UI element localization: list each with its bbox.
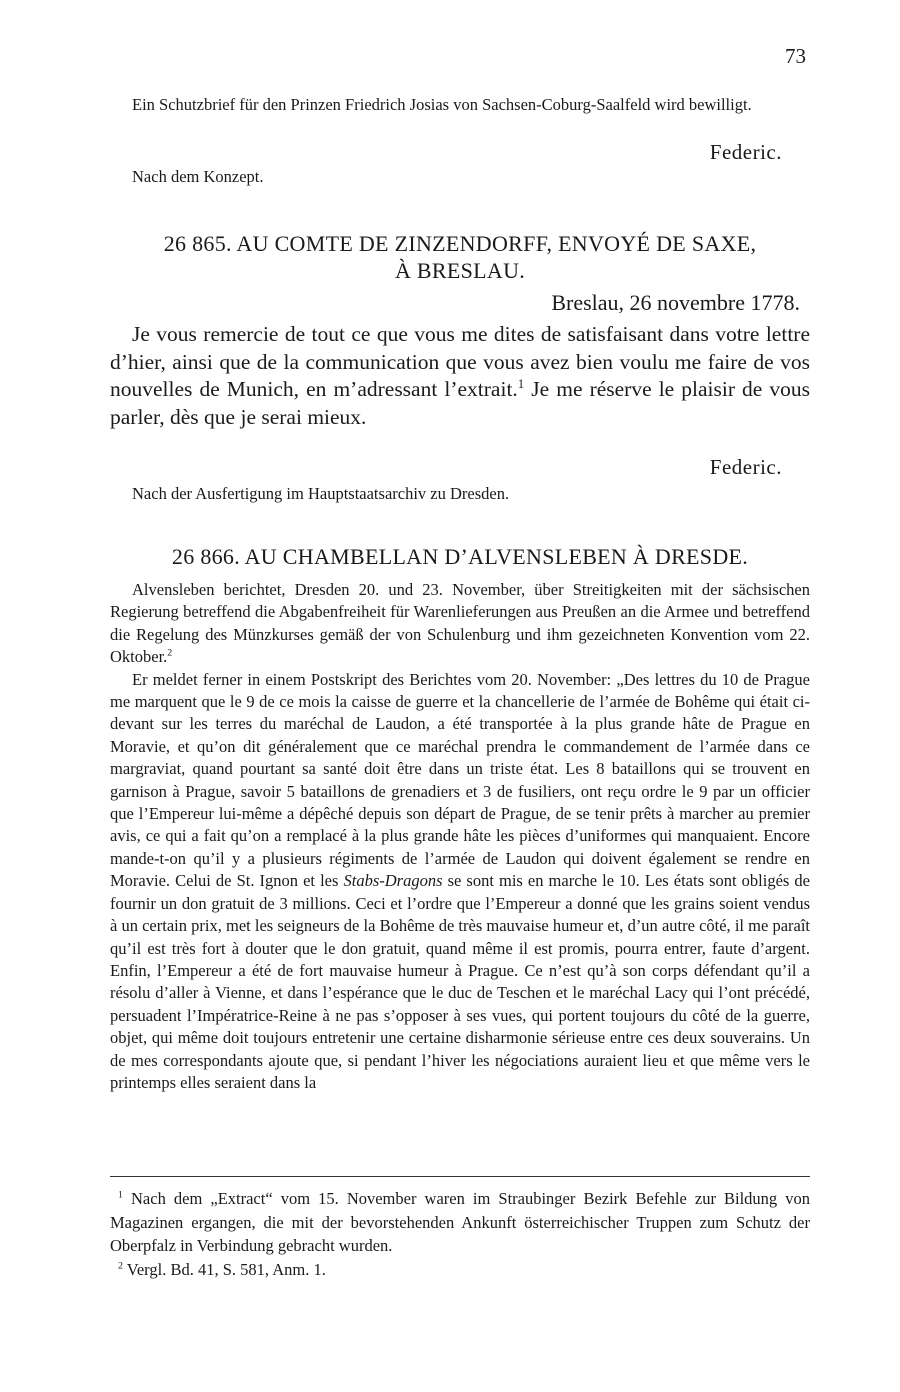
summary-paragraph — [110, 579, 810, 669]
footnote-ref-1: 1 — [517, 376, 525, 391]
heading-line-2: À BRESLAU. — [394, 258, 526, 283]
footnotes — [110, 1187, 810, 1281]
heading-line-1: 26 865. AU COMTE DE ZINZENDORFF, ENVOYÉ DE SAXE, — [163, 231, 757, 256]
footnote-mark-1: 1 — [118, 1189, 123, 1201]
footnote-mark-2: 2 — [118, 1260, 123, 1271]
source-note: Nach dem Konzept. — [132, 167, 264, 186]
source-note-2: Nach der Ausfertigung im Hauptstaatsarchiv zu Dresden. — [132, 484, 510, 503]
dateline: Breslau, 26 novembre 1778. — [551, 290, 800, 315]
summary-text: Alvensleben berichtet, Dresden 20. und 23. November, über Streitigkeiten mit der sächsischen Regierung betreffend die Abgabenfreiheit für Warenlieferungen aus Preußen an die Armee und betreffend die Regelung des Münzkurses gemäß der von Schulenburg und ihm gezeichneten Konvention vom 22. Oktober. — [110, 580, 810, 667]
page-number: 73 — [785, 44, 806, 68]
letter-heading-26865 — [110, 230, 810, 284]
footnote-ref-2: 2 — [167, 647, 173, 659]
letter-body-26865 — [110, 321, 810, 431]
postscript-text-b: se sont mis en marche le 10. Les états sont obligés de fournir un don gratuit de 3 millions. Ceci et l’ordre que l’Empereur a donné que les grains soient vendus à un certain prix, met les seigneurs de la Bohême de très mauvaise humeur et, d’un autre côté, il me paraît qu’il est très fort à douter que le don gratuit, quand même il est promis, pourra entrer, faute d’argent. Enfin, l’Empereur a été de fort mauvaise humeur à Prague. Ce n’est qu’à son corps défendant qu’il a résolu d’aller à Vienne, et dans l’espérance que le duc de Teschen et le maréchal Lacy qui l’ont précédé, persuadent l’Impératrice-Reine à ne pas s’opposer à ses vues, qui portent toujours du côté de la guerre, objet, qui même doit toujours entretenir une certaine disharmonie sérieuse entre ces deux souverains. Un de mes correspondants ajoute que, si pendant l’hiver les négociations auraient lieu et que même vers le printemps elles seraient dans la — [110, 871, 810, 1092]
postscript-italic: Stabs-Dragons — [343, 871, 443, 891]
body-text-b: Je me réserve le plaisir de vous parler, dès que je serai mieux. — [110, 377, 811, 429]
letter-body-26866 — [110, 579, 810, 1094]
footnote-text-2: Vergl. Bd. 41, S. 581, Anm. 1. — [122, 1259, 326, 1279]
postscript-paragraph — [110, 669, 810, 1095]
body-text-a: Je vous remercie de tout ce que vous me dites de satisfaisant dans votre lettre d’hier, ainsi que de la communication que vous avez bien voulu me faire de vos nouvelles de Munich, en m’adressant l’extrait. — [110, 322, 810, 401]
postscript-text-a: Er meldet ferner in einem Postskript des Berichtes vom 20. November: „Des lettres du 10 de Prague me marquent que le 9 de ce mois la caisse de guerre et la chancellerie de l’armée de Bohême qui était ci-devant sur les terres du maréchal de Laudon, a été transportée à la plus grande hâte de Prague en Moravie, et qu’on dit généralement que ce maréchal prendra le commandement de l’armée dans ce margraviat, quand pourtant sa santé doit être dans un triste état. Les 8 bataillons qui se trouvent en garnison à Prague, savoir 5 bataillons de grenadiers et 3 de fusiliers, ont reçu ordre le 9 par un officier que l’Empereur lui-même a dépêché depuis son départ de Prague, de se tenir prêts à marcher au premier avis, ce qui a fait qu’on a remplacé à la plus grande hâte les pièces d’uniformes qui manquaient. Encore mande-t-on qu’il y a plusieurs régiments de l’armée de Laudon qui doivent également se rendre en Moravie. Celui de St. Ignon et les — [110, 669, 810, 891]
signature-federic-2: Federic. — [709, 455, 782, 479]
letter-heading-26866: 26 866. AU CHAMBELLAN D’ALVENSLEBEN À DRESDE. — [171, 544, 749, 569]
intro-paragraph: Ein Schutzbrief für den Prinzen Friedrich Josias von Sachsen-Coburg-Saalfeld wird bewilligt. — [132, 95, 752, 114]
footnote-2 — [110, 1258, 810, 1282]
footnote-text-1: Nach dem „Extract“ vom 15. November waren im Straubinger Bezirk Befehle zur Bildung von Magazinen ergangen, die mit der bevorstehenden Ankunft österreichischer Truppen zum Schutz der Oberpfalz in Verbindung gebracht wurden. — [110, 1189, 810, 1255]
footnote-1 — [110, 1187, 810, 1258]
signature-federic: Federic. — [709, 140, 782, 164]
footnote-rule — [110, 1176, 810, 1177]
